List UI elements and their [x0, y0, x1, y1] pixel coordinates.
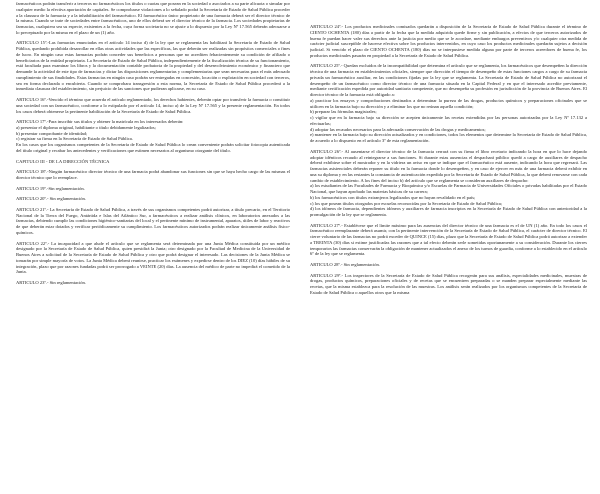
article-29: ARTICULO 29º.- Los inspectores de la Secretaría de Estado de Salud Pública recogerán para sus análisis, especialidades medicinales, muestras de drogas, productos químicos, preparaciones oficiales y de recetas que se encuentren preparadas o se manden preparar especialmente mediante las recetas, que la misma establezca para la resolución de las muestras. Los análisis serán realizados por los organismos competentes de la Secretaría de Estado de Salud Pública o aquellos otros que la misma: [310, 272, 587, 295]
list-item: a) presentar el diploma original, habilitante o título debidamente legalizados;: [16, 124, 156, 130]
article-22: ARTICULO 22º.- La incapacidad a que alude el artículo que se reglamenta será determinada por una Junta Médica constituida por un médico designado por la Secretaría de Estado de Salud Pública, quien presidirá la Junta; otro designado por la Facultad de Medicina de la Universidad de Buenos Aires a solicitud de la Secretaría de Estado de Salud Pública y otro que podrá designar el interesado. Las decisiones de la Junta Médica se tomarán por simple mayoría de votos. La Junta Médica deberá reunirse, practicar los exámenes y expedirse dentro de los DIEZ (10) días hábiles de su integración, plazo que por razones fundadas podrá ser prorrogado a VEINTE (20) días. La ausencia del médico de parte no impedirá el cometido de la Junta.: [16, 240, 290, 275]
list-item: e) mantener en la farmacia bajo su dirección actualizados y en condiciones, todos los elementos que determine la Secretaría de Estado de Salud Pública, de acuerdo a lo dispuesto en el artículo 3º de esta reglamentación.: [310, 132, 587, 144]
article-15: ARTICULO 15º.-Las farmacias enunciadas en el artículo 14 inciso d) de la ley que se reglamenta las habilitará la Secretaría de Estado de Salud Pública, quedando prohibida desarrollar en ellas otras actividades que las específicas, las que deberán ser realizadas sin propósitos comerciales o fines de lucro. En ningún caso estas farmacias podrán conceder sus beneficios a personas que no acrediten fehacientemente su condición de afiliado o beneficiarios de la entidad propietaria. La Secretaría de Estado de Salud Pública, independientemente de la fiscalización técnica de su funcionamiento, está facultada para examinar los libros y la documentación contable probatoria de la propiedad y del desenvolvimiento económico y financiero que demande la actividad de este tipo de farmacias y dictar las disposiciones reglamentarias y complementarias que sean necesarias para el más adecuado cumplimiento de sus finalidades. Estas farmacias en ningún caso podrán ser entregadas en concesión, locación o explotación en sociedad con terceros, sea en forma declarada o encubierta. Cuando se comprobara transgresión a esta norma, la Secretaría de Estado de Salud Pública procederá a la inmediata clausura del establecimiento, sin perjuicio de las sanciones que pudieran aplicarse, en su caso.: [16, 40, 290, 92]
article-23: ARTICULO 23º.- Sin reglamentación.: [16, 279, 86, 285]
list-item: b) los farmacéuticos con títulos extranjeros legalizados que no hayan revalidado en el país;: [310, 194, 476, 200]
article-17: ARTICULO 17º.-Para inscribir sus títulos y obtener la matrícula en los interesados deberán:: [16, 119, 184, 125]
left-column: [16, 1, 290, 493]
right-column: [310, 24, 587, 492]
article-18: ARTICULO 18º.-Ningún farmacéutico director técnico de una farmacia podrá abandonar sus funciones sin que se haya hecho cargo de las mismas el director técnico que lo reemplace.: [16, 169, 290, 180]
list-item: c) vigilar que en la farmacia bajo su dirección se acepten únicamente las recetas extendidas por las personas autorizadas por la Ley Nº 17.132 a efectuarlas;: [310, 115, 587, 126]
article-24: ARTICULO 24º.- Los productos medicinales comisados quedarán a disposición de la Secretaría de Estado de Salud Pública durante el término de CIENTO OCHENTA (180) días a partir de la fecha que la medida adquirida quede firme y sin publicación, a efectos de que terceros autorizados de buena fe puedan hacer valer sus derechos ante la justicia por medio que se le acordare, mediante embargos preventivos y/o cualquier otra medida de carácter judicial susceptible de hacerse efectiva sobre los productos intervenidos, en cuyo caso los productos medicinales quedarán sujetos a decisión judicial. Si vencido el plazo de CIENTO OCHENTA (180) días no se interpusiese medida alguna por parte de terceros acreedores de buena fe, los productos medicinales pasarán en propiedad a la Secretaría de Estado de Salud Pública.: [310, 24, 587, 58]
list-item: d) adoptar las recaudos necesarios para la adecuada conservación de las drogas y medicamentos;: [310, 126, 486, 132]
article-27: ARTICULO 27º.- Establécese que el límite máximo para las ausencias del director técnico de una farmacia es el de UN (1) año. En todo los casos el farmacéutico reemplazante deberá asumir, con la pertinente intervención de la Secretaría de Estado de Salud Pública, el carácter de director técnico. El cierre voluntario de las farmacias no podrá exceder de QUINCE (15) días, plazo que la Secretaría de Estado de Salud Pública podrá autorizar a extender a TREINTA (30) días si estime justificadas las razones que a tal efecto deberán serle sometidas oportunamente a su consideración. Durante los cierres temporarios las farmacias conservarán la obligación de mantener actualizados el anexo de los turnos de guardia, conforme a lo establecido en el artículo 6º de la ley que se reglamenta.: [310, 222, 587, 257]
article-19: ARTICULO 19º.-Sin reglamentación.: [16, 185, 85, 191]
list-item: d) los idóneos de farmacia, dependientes idóneos y auxiliares de farmacia inscriptos en la Secretaría de Estado de Salud Pública con anterioridad a la promulgación de la ley que se reglamenta.: [310, 206, 587, 218]
article-21: ARTICULO 21º.- La Secretaría de Estado de Salud Pública, a través de sus organismos competentes podrá autorizar, a título precario, en el Territorio Nacional de la Tierra del Fuego, Antártida e Islas del Atlántico Sur, a farmacéuticos a realizar análisis clínicos, en laboratorios anexados a las farmacias, debiendo cumplir las condiciones higiénico-sanitarias del local y el pertinente mínimo de instrumental, aparatos, útiles de labor y reactivos de que deberán estar dotados y verificar periódicamente su cumplimiento. Los farmacéuticos autorizados podrán realizar únicamente análisis físico-químicos.: [16, 206, 290, 235]
list-item: a) practicar los ensayos y comprobaciones destinados a determinar la pureza de las drogas, productos químicos y preparaciones oficinales que se utilicen en la farmacia bajo su dirección y a eliminar los que no reúnan aquella condición;: [310, 97, 587, 109]
list-item: c) los que posean títulos otorgados por escuelas reconocidas por la Secretaría de Estado de Salud Pública;: [310, 200, 503, 206]
article-16: ARTICULO 16º.-Vencido el término que acuerda el artículo reglamentado, los derechos habientes, deberán optar por transferir la farmacia o constituir una sociedad con un farmacéutico, conforme a lo estipulado por el artículo 14, inciso a) de la Ley Nº 17.565 y la presente reglamentación. En todos los casos deberá obtenerse la pertinente habilitación de la Secretaría de Estado de Salud Pública.: [16, 97, 290, 114]
list-item: c) registrar su firma en la Secretaría de Estado de Salud Pública.: [16, 136, 133, 142]
list-item: b) presentar comprobante de identidad;: [16, 130, 88, 136]
list-item: b) preparar las fórmulas magistrales;: [310, 109, 377, 115]
paragraph: En los casos que los organismos competentes de la Secretaría de Estado de Salud Pública lo crean conveniente podrán solicitar fotocopia autenticada del título original y recabar los antecedentes y verificaciones que estimen necesarios al organismo otorgante del título.: [16, 142, 290, 153]
chapter-heading: CAPITULO III - DE LA DIRECCIÓN TÉCNICA: [16, 158, 110, 164]
list-item: a) los estudiantes de las Facultades de Farmacia y Bioquímica y/o Escuelas de Farmacia de Universidades Oficiales o privadas habilitadas por el Estado Nacional, que hayan aprobado las materias básicas de su carrera;: [310, 183, 587, 195]
article-20: ARTICULO 20º.- Sin reglamentación.: [16, 196, 86, 202]
article-26: ARTICULO 26º.- Al ausentarse el director técnico de la farmacia cerrará con su firma el libro recetario indicando la hora en que lo hace dejando adoptar idénticos recaudo al reintegrarse a sus funciones. Si durante estas ausencias el despachará público quedó a cargo de auxiliares de despacho deberá exhibirse sobre el mostrador y en la vidriera un aviso en que se indique que el farmacéutico está ausente, indicando la hora que regresará. Las farmacias asistenciales deberán reponer su título en la farmacia donde lo desempeñen, y en caso de ejercer en más de una farmacia deberá exhibir en una su diploma y en las restantes la constancia de autenticación expedida por la Secretaría de Estado de Salud Pública, la que deberá renovarse con cada cambio de establecimiento. A los fines del inciso b) del artículo que se reglamenta se consideran auxiliares de despacho:: [310, 148, 587, 183]
article-28: ARTICULO 28º.- Sin reglamentación.: [310, 262, 380, 268]
article-25: ARTICULO 25º.- Quedan excluidos de la incompatibilidad que determina el artículo que se reglamenta, los farmacéuticos que desempeñen la dirección técnica de una farmacia en establecimientos oficiales, siempre que dirección el tiempo de desempeño de estas funciones cargos a cargo de su farmacia privada un farmacéutico auxiliar, en las condiciones fijadas por la ley que se reglamenta. La Secretaría de Estado de Salud Pública no autorizará el desempeño de un farmacéutico como director técnico de una farmacia situada en la Capital Federal y en que el interesado acredite previamente, mediante certificación expedida por autoridad sanitaria competente, que no desempeña su profesión en jurisdicción de la provincia de Buenos Aires. El director técnico de la farmacia está obligado a:: [310, 63, 587, 98]
paragraph: farmacéuticos podrán transferir a terceros no farmacéuticos los títulos o cuotas que posean en la sociedad o asociarlos a su parte alícuota o simular por cualquier medio la efectiva aportación de capitales. Se comprobarse violaciones a lo señalado podrá la Secretaría de Estado de Salud Pública proceder a la clausura de la farmacia y a la inhabilitación del farmacéutico. El farmacéutico único propietario de una farmacia deberá ser el director técnico de la misma. Cuando se trate de sociedades entre farmacéuticos, uno de ellos deberá ser el director técnico de la farmacia. Los sociedades propietarias de farmacias, cualquiera sea su especie, existentes a la fecha, cuya forma societaria no se ajuste a lo dispuesto por la Ley Nº 17.565 deberán adecuarse a lo preceptuado por la misma en el plazo de un (1) año.: [16, 1, 290, 35]
